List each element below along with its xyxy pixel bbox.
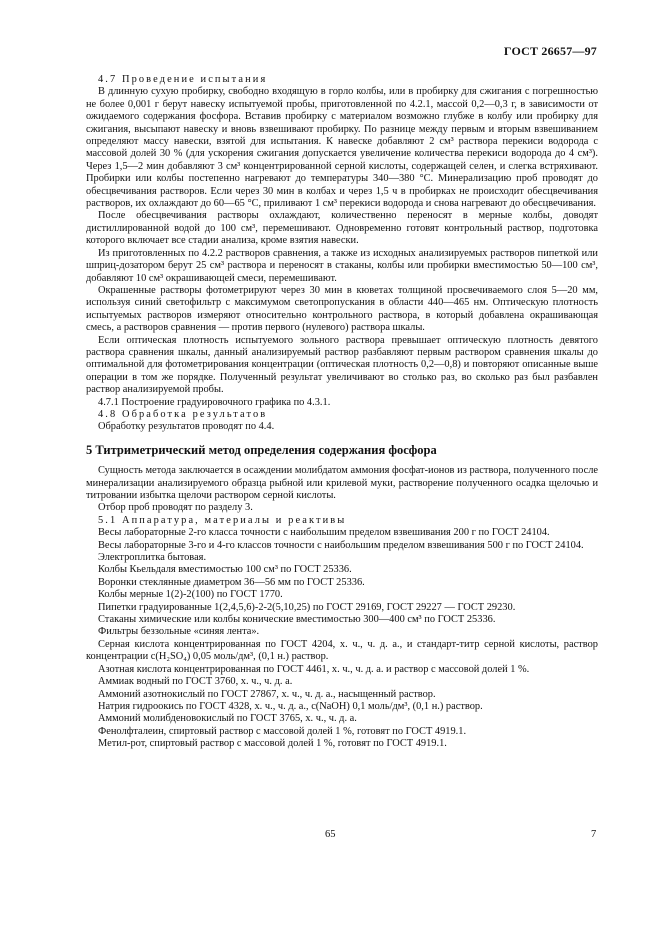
paragraph: Сущность метода заключается в осаждении молибдатом аммония фосфат-ионов из раствора, полученного после минерализации анализируемого образца рыбной или крилевой муки, растворение полученного осадка щелочью и титровании избытка щелочи раствором серной кислоты.: [86, 465, 598, 501]
list-item: Стаканы химические или колбы конические вместимостью 300—400 см³ по ГОСТ 25336.: [98, 614, 496, 626]
list-item: Пипетки градуированные 1(2,4,5,6)-2-2(5,10,25) по ГОСТ 29169, ГОСТ 29227 — ГОСТ 29230.: [98, 601, 516, 613]
list-item: Аммоний молибденовокислый по ГОСТ 3765, х. ч., ч. д. а.: [98, 713, 357, 725]
paragraph: Обработку результатов проводят по 4.4.: [98, 421, 275, 433]
list-item: Фенолфталеин, спиртовый раствор с массовой долей 1 %, готовят по ГОСТ 4919.1.: [98, 725, 467, 737]
list-item: Фильтры беззольные «синяя лента».: [98, 626, 260, 638]
sheet-number: 7: [591, 829, 597, 840]
list-item: Весы лабораторные 2-го класса точности с наибольшим пределом взвешивания 200 г по ГОСТ 24104.: [98, 527, 550, 539]
paragraph: Окрашенные растворы фотометрируют через 30 мин в кюветах толщиной просвечиваемого слоя 5—20 мм, используя синий светофильтр с максимумом светопропускания в области 440—465 нм. Оптическую плотность испытуемых растворов измеряют относительно контрольного раствора, в который добавлена окрашивающая смесь, а растворов сравнения — против первого (нулевого) раствора шкалы.: [86, 284, 598, 334]
list-item: Весы лабораторные 3-го и 4-го классов точности с наибольшим пределом взвешивания 500 г по ГОСТ 24104.: [98, 539, 584, 551]
paragraph: 4.7.1 Построение градуировочного графика по 4.3.1.: [98, 396, 331, 408]
list-item: Электроплитка бытовая.: [98, 552, 207, 564]
page-content: [86, 74, 598, 751]
list-item: Серная кислота концентрированная по ГОСТ 4204, х. ч., ч. д. а., и стандарт-титр серной кислоты, раствор концентрации с(H₂SO₄) 0,05 моль/дм³, (0,1 н.) раствор.: [86, 638, 598, 663]
list-item: Азотная кислота концентрированная по ГОСТ 4461, х. ч., ч. д. а. и раствор с массовой долей 1 %.: [98, 663, 530, 675]
paragraph: Отбор проб проводят по разделу 3.: [98, 502, 253, 514]
page-number: 65: [325, 829, 336, 840]
list-item: Натрия гидроокись по ГОСТ 4328, х. ч., ч. д. а., с(NaOH) 0,1 моль/дм³, (0,1 н.) раствор.: [98, 700, 483, 712]
paragraph: Если оптическая плотность испытуемого зольного раствора превышает оптическую плотность девятого раствора сравнения шкалы, данный анализируемый раствор разбавляют первым раствором сравнения шкалы до оптимальной для фотометрирования концентрации (оптическая плотность 0,2—0,8) и повторяют описанные выше операции в том же порядке. Полученный результат увеличивают во столько раз, во сколько раз был разбавлен раствор анализируемой пробы.: [86, 334, 598, 396]
document-code: ГОСТ 26657—97: [503, 44, 597, 58]
paragraph: Из приготовленных по 4.2.2 растворов сравнения, а также из исходных анализируемых растворов пипеткой или шприц-дозатором берут 25 см³ раствора и переносят в стаканы, колбы или пробирки вместимостью 50—100 см³, добавляют 10 см³ окрашивающей смеси, перемешивают.: [86, 247, 598, 284]
paragraph: После обесцвечивания растворы охлаждают, количественно переносят в мерные колбы, доводят дистиллированной водой до 100 см³, перемешивают. Одновременно готовят контрольный раствор, подготовка которого включает все стадии анализа, кроме взятия навески.: [86, 210, 598, 247]
paragraph: В длинную сухую пробирку, свободно входящую в горло колбы, или в пробирку для сжигания с погрешностью не более 0,001 г берут навеску испытуемой пробы, приготовленной по 4.2.1, массой 0,2—0,3 г, в зависимости от ожидаемого содержания фосфора. Вставив пробирку с материалом возможно глубже в колбу или пробирку для сжигания, высыпают навеску и вновь взвешивают пробирку. По разнице между первым и вторым взвешиванием определяют массу навески, взятой для испытания. К навеске добавляют 2 см³ раствора перекиси водорода с массовой долей 30 % (для ускорения сжигания допускается увеличение количества перекиси водорода до 4 см³). Через 1,5—2 мин добавляют 3 см³ концентрированной серной кислоты, содержащей селен, и слегка встряхивают. Пробирки или колбы постепенно нагревают до температуры 340—380 °С. Минерализацию проб проводят до обесцвечивания растворов. Если через 30 мин в колбах и через 1,5 ч в пробирках не происходит обесцвечивания растворов, их охлаждают до 60—65 °С, приливают 1 см³ перекиси водорода и снова нагревают до обесцвечивания.: [86, 86, 598, 210]
section-heading-4-7: 4.7 Проведение испытания: [98, 74, 268, 85]
list-item: Метил-рот, спиртовый раствор с массовой долей 1 %, готовят по ГОСТ 4919.1.: [98, 738, 447, 750]
equipment-list: [86, 527, 598, 750]
subsection-heading-5-1: 5.1 Аппаратура, материалы и реактивы: [98, 514, 347, 526]
list-item: Воронки стеклянные диаметром 36—56 мм по ГОСТ 25336.: [98, 576, 365, 588]
list-item: Аммоний азотнокислый по ГОСТ 27867, х. ч., ч. д. а., насыщенный раствор.: [98, 688, 436, 700]
list-item: Колбы Кьельдаля вместимостью 100 см³ по ГОСТ 25336.: [98, 564, 352, 576]
section-heading-4-8: 4.8 Обработка результатов: [98, 408, 268, 420]
list-item: Аммиак водный по ГОСТ 3760, х. ч., ч. д. а.: [98, 676, 293, 688]
section-title-5: 5 Титриметрический метод определения содержания фосфора: [86, 442, 437, 457]
list-item: Колбы мерные 1(2)-2(100) по ГОСТ 1770.: [98, 589, 283, 601]
